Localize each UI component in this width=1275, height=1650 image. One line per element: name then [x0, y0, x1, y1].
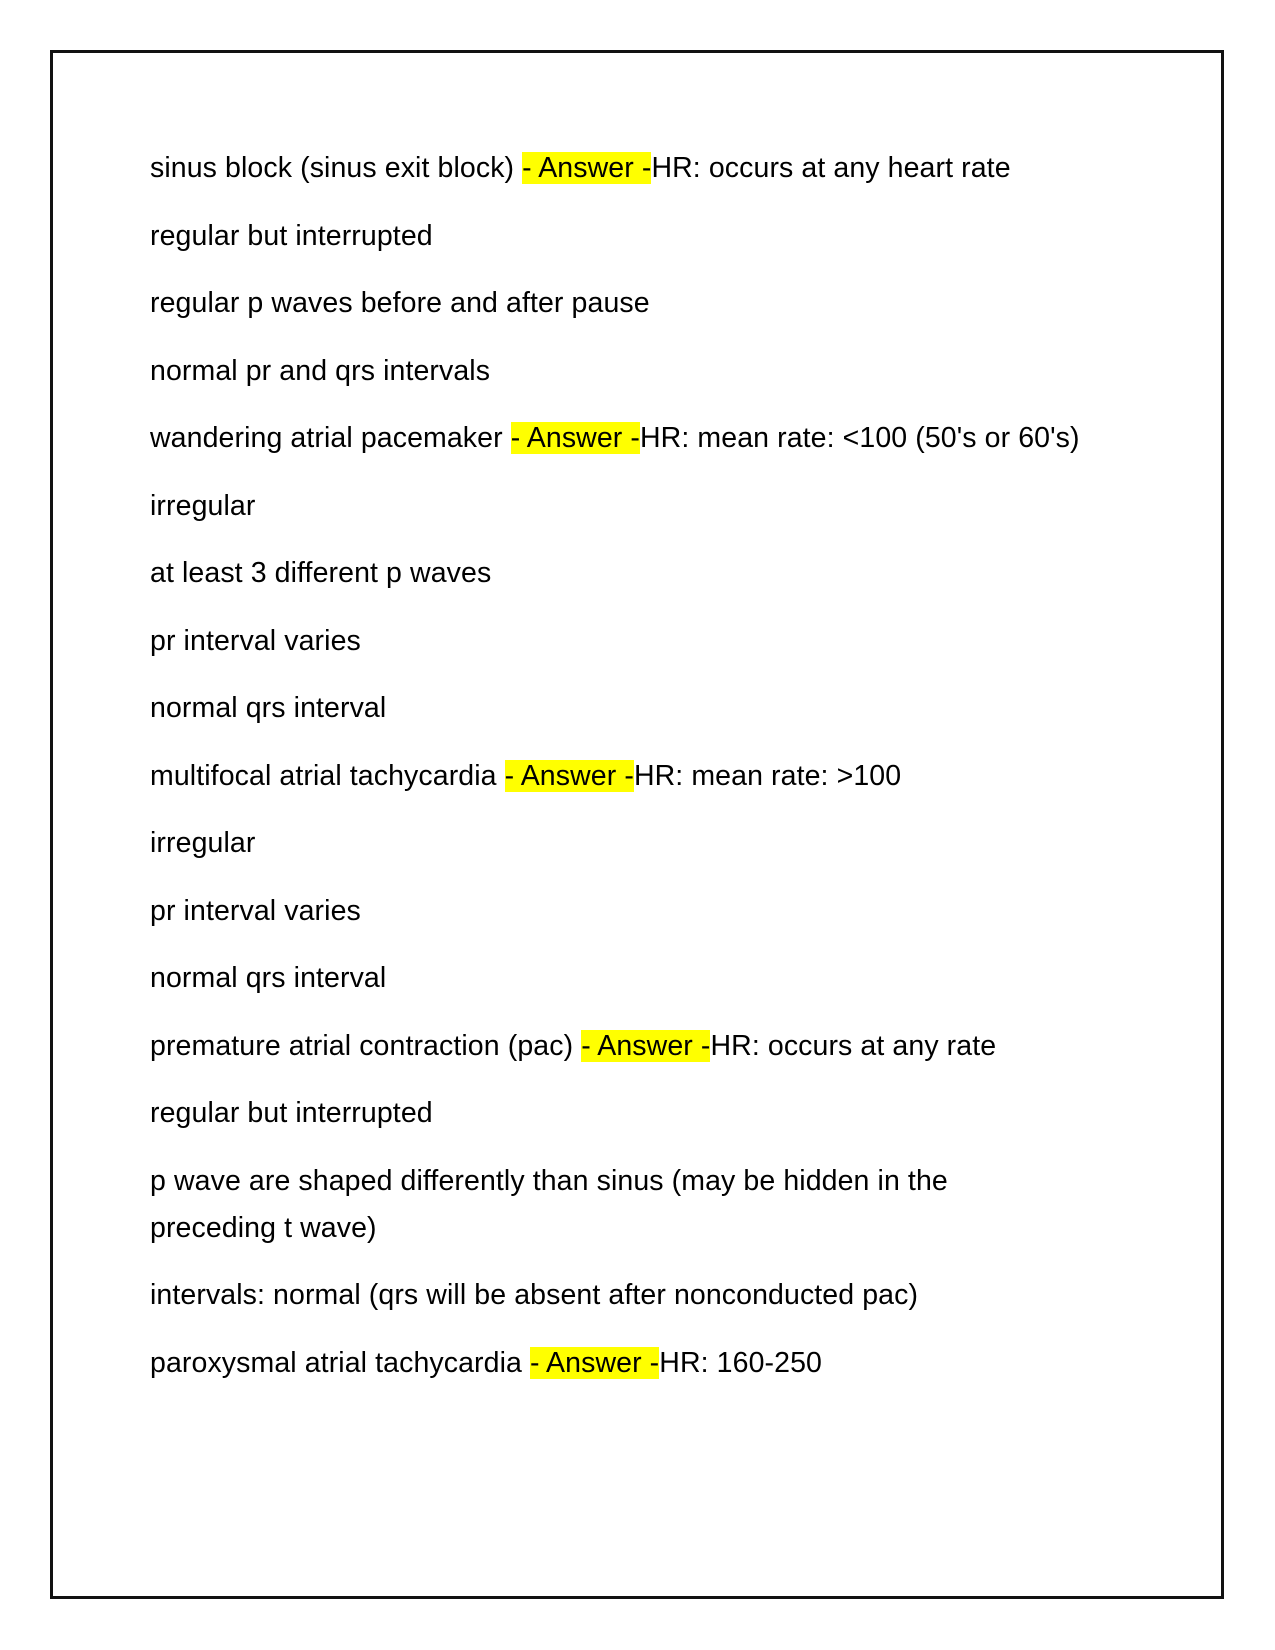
answer-marker-highlight: - Answer -: [581, 1029, 711, 1062]
question-line: [150, 1340, 1080, 1387]
answer-marker-highlight: - Answer -: [530, 1346, 660, 1379]
answer-marker-highlight: - Answer -: [504, 759, 634, 792]
detail-line: pr interval varies: [150, 624, 361, 657]
term-text: sinus block (sinus exit block): [150, 152, 523, 184]
detail-line: p wave are shaped differently than sinus (may be hidden in the preceding t wave): [150, 1164, 948, 1244]
detail-line: normal qrs interval: [150, 692, 387, 724]
term-text: multifocal atrial tachycardia: [150, 759, 505, 792]
detail-line: normal qrs interval: [150, 962, 387, 994]
answer-text: HR: occurs at any rate: [710, 1029, 997, 1062]
question-line: [150, 1023, 1080, 1070]
term-text: paroxysmal atrial tachycardia: [150, 1346, 530, 1379]
detail-line: at least 3 different p waves: [150, 557, 492, 589]
question-line: [150, 415, 1080, 462]
term-text: premature atrial contraction (pac): [150, 1029, 582, 1062]
document-body: [150, 145, 1080, 1407]
detail-line: normal pr and qrs intervals: [150, 354, 491, 387]
detail-line: regular p waves before and after pause: [150, 287, 650, 319]
detail-line: irregular: [150, 489, 256, 522]
detail-line: regular but interrupted: [150, 219, 433, 252]
detail-line: irregular: [150, 827, 256, 859]
term-text: wandering atrial pacemaker: [150, 422, 511, 454]
answer-marker-highlight: - Answer -: [522, 152, 652, 184]
question-line: [150, 145, 1080, 192]
question-line: [150, 753, 1080, 800]
answer-text: HR: 160-250: [659, 1346, 822, 1379]
detail-line: regular but interrupted: [150, 1097, 433, 1129]
answer-text: HR: mean rate: <100 (50's or 60's): [640, 422, 1080, 454]
answer-text: HR: mean rate: >100: [633, 759, 902, 792]
answer-text: HR: occurs at any heart rate: [651, 152, 1011, 184]
answer-marker-highlight: - Answer -: [510, 422, 640, 454]
detail-line: pr interval varies: [150, 894, 361, 927]
detail-line: intervals: normal (qrs will be absent after nonconducted pac): [150, 1279, 919, 1311]
